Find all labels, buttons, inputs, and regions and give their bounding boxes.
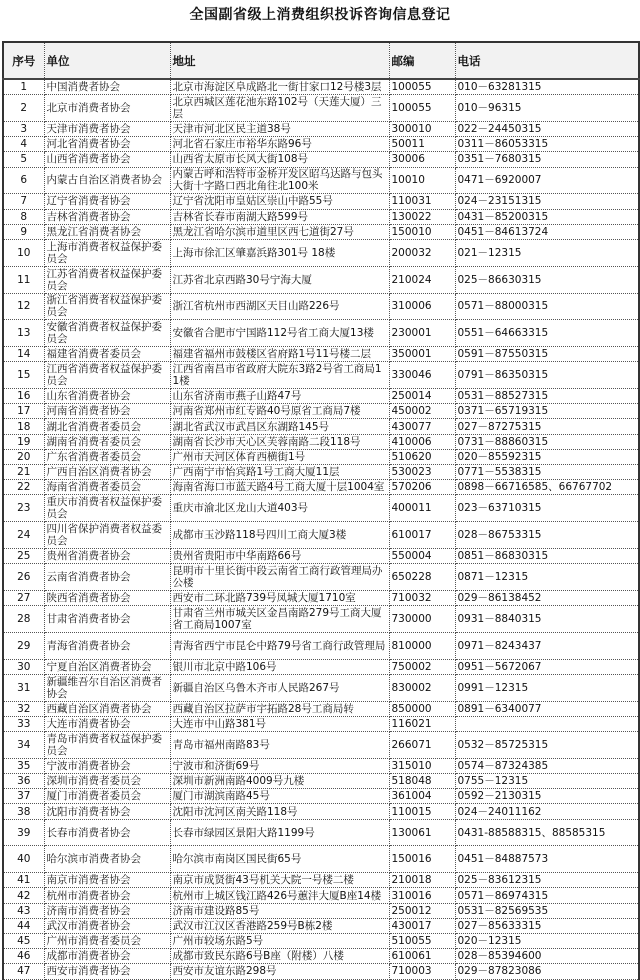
cell-phone: 010－63281315 [455,79,639,95]
cell-seq: 18 [3,419,44,434]
cell-seq: 4 [3,137,44,152]
cell-phone: 0571－88000315 [455,293,639,320]
table-row [3,564,639,591]
cell-phone: 024－23151315 [455,194,639,209]
cell-zip: 610017 [389,522,455,549]
cell-phone: 029－87823086 [455,964,639,979]
cell-phone: 027－85633315 [455,918,639,933]
cell-seq: 43 [3,903,44,918]
cell-seq: 16 [3,389,44,404]
cell-unit: 宁夏自治区消费者协会 [44,659,170,674]
cell-zip: 750002 [389,659,455,674]
cell-seq: 32 [3,701,44,716]
table-row [3,888,639,903]
cell-phone: 025－86630315 [455,266,639,293]
cell-zip: 710032 [389,590,455,605]
cell-zip: 200032 [389,239,455,266]
cell-unit: 内蒙古自治区消费者协会 [44,167,170,194]
table-row [3,918,639,933]
table-row [3,659,639,674]
table-row [3,79,639,95]
cell-zip: 130022 [389,209,455,224]
cell-unit: 大连市消费者协会 [44,716,170,731]
cell-address: 广州市较场东路5号 [170,934,389,949]
cell-address: 海南省海口市蓝天路4号工商大厦十层1004室 [170,480,389,495]
cell-phone: 0791－86350315 [455,362,639,389]
cell-phone: 0431－85200315 [455,209,639,224]
table-row [3,732,639,759]
table-row [3,789,639,804]
cell-zip: 130061 [389,819,455,846]
cell-unit: 广州市消费者委员会 [44,934,170,949]
cell-seq: 44 [3,918,44,933]
cell-unit: 宁波市消费者协会 [44,758,170,773]
cell-phone: 0451－84613724 [455,224,639,239]
cell-seq: 27 [3,590,44,605]
cell-seq: 39 [3,819,44,846]
cell-address: 上海市徐汇区肇嘉浜路301号 18楼 [170,239,389,266]
cell-seq: 2 [3,95,44,122]
cell-seq: 38 [3,804,44,819]
cell-address: 内蒙古呼和浩特市金桥开发区昭乌达路与包头大街十字路口西北角往北100米 [170,167,389,194]
cell-address: 山西省太原市长风大街108号 [170,152,389,167]
cell-zip: 315010 [389,758,455,773]
cell-phone: 0371－65719315 [455,404,639,419]
cell-phone: 0771－5538315 [455,465,639,480]
cell-phone: 025－83612315 [455,873,639,888]
cell-zip: 100055 [389,79,455,95]
cell-seq: 40 [3,846,44,873]
cell-seq: 23 [3,495,44,522]
cell-address: 广州市天河区体育西横街1号 [170,449,389,464]
cell-unit: 陕西省消费者协会 [44,590,170,605]
cell-unit: 上海市消费者权益保护委员会 [44,239,170,266]
cell-address: 西安市友谊东路298号 [170,964,389,979]
cell-address: 辽宁省沈阳市皇姑区崇山中路55号 [170,194,389,209]
cell-unit: 四川省保护消费者权益委员会 [44,522,170,549]
table-row [3,819,639,846]
cell-address: 江西省南昌市省政府大院东3路2号省工商局11楼 [170,362,389,389]
cell-phone: 0531－88527315 [455,389,639,404]
cell-phone: 028－86753315 [455,522,639,549]
cell-zip: 50011 [389,137,455,152]
cell-seq: 26 [3,564,44,591]
cell-zip: 361004 [389,789,455,804]
cell-zip: 110015 [389,804,455,819]
cell-seq: 20 [3,449,44,464]
cell-unit: 成都市消费者协会 [44,949,170,964]
table-row [3,320,639,347]
cell-seq: 7 [3,194,44,209]
cell-seq: 31 [3,674,44,701]
cell-unit: 青海省消费者协会 [44,632,170,659]
table-row [3,419,639,434]
header-address: 地址 [170,42,389,79]
cell-unit: 安徽省消费者权益保护委员会 [44,320,170,347]
page-title: 全国副省级上消费组织投诉咨询信息登记 [189,7,451,23]
cell-zip: 810000 [389,632,455,659]
cell-address: 成都市致民东路6号B座（附楼）八楼 [170,949,389,964]
cell-zip: 10010 [389,167,455,194]
cell-unit: 深圳市消费者委员会 [44,774,170,789]
cell-zip: 266071 [389,732,455,759]
cell-unit: 云南省消费者协会 [44,564,170,591]
cell-phone: 0931－8840315 [455,606,639,633]
table-row [3,903,639,918]
cell-phone: 028－85394600 [455,949,639,964]
cell-unit: 贵州省消费者协会 [44,548,170,563]
cell-unit: 哈尔滨市消费者协会 [44,846,170,873]
table-row [3,121,639,136]
cell-address: 天津市河北区民主道38号 [170,121,389,136]
cell-zip: 100055 [389,95,455,122]
cell-seq: 15 [3,362,44,389]
cell-unit: 山东省消费者协会 [44,389,170,404]
cell-zip: 510620 [389,449,455,464]
cell-seq: 12 [3,293,44,320]
cell-address: 济南市建设路85号 [170,903,389,918]
cell-zip: 710003 [389,964,455,979]
cell-address: 武汉市江汉区香港路259号B栋2楼 [170,918,389,933]
cell-unit: 浙江省消费者权益保护委员会 [44,293,170,320]
table-row [3,606,639,633]
table-row [3,404,639,419]
cell-address: 西藏自治区拉萨市宇拓路28号工商局转 [170,701,389,716]
header-unit: 单位 [44,42,170,79]
cell-zip: 230001 [389,320,455,347]
cell-phone: 020－12315 [455,934,639,949]
table-row [3,449,639,464]
cell-unit: 中国消费者协会 [44,79,170,95]
table-row [3,590,639,605]
cell-seq: 1 [3,79,44,95]
cell-unit: 河南省消费者协会 [44,404,170,419]
cell-seq: 24 [3,522,44,549]
cell-phone: 0591－87550315 [455,347,639,362]
cell-zip: 250012 [389,903,455,918]
cell-phone: 020－85592315 [455,449,639,464]
cell-seq: 30 [3,659,44,674]
cell-address: 浙江省杭州市西湖区天目山路226号 [170,293,389,320]
cell-phone: 0991－12315 [455,674,639,701]
cell-seq: 21 [3,465,44,480]
table-body [3,79,639,979]
cell-phone: 0871－12315 [455,564,639,591]
cell-address: 大连市中山路381号 [170,716,389,731]
cell-unit: 山西省消费者协会 [44,152,170,167]
cell-phone: 022－24450315 [455,121,639,136]
cell-unit: 广东省消费者委员会 [44,449,170,464]
cell-unit: 杭州市消费者协会 [44,888,170,903]
cell-zip: 410006 [389,434,455,449]
table-row [3,716,639,731]
cell-zip: 210018 [389,873,455,888]
cell-zip: 400011 [389,495,455,522]
cell-unit: 沈阳市消费者协会 [44,804,170,819]
cell-zip: 310006 [389,293,455,320]
cell-address: 青岛市福州南路83号 [170,732,389,759]
cell-seq: 45 [3,934,44,949]
cell-seq: 10 [3,239,44,266]
cell-unit: 济南市消费者协会 [44,903,170,918]
cell-phone: 021－12315 [455,239,639,266]
cell-address: 银川市北京中路106号 [170,659,389,674]
cell-seq: 42 [3,888,44,903]
table-row [3,347,639,362]
cell-phone: 0731－88860315 [455,434,639,449]
table-row [3,434,639,449]
cell-seq: 34 [3,732,44,759]
cell-zip: 116021 [389,716,455,731]
cell-unit: 新疆维吾尔自治区消费者协会 [44,674,170,701]
cell-address: 湖南省长沙市天心区芙蓉南路二段118号 [170,434,389,449]
cell-address: 甘肃省兰州市城关区金昌南路279号工商大厦省工商局1007室 [170,606,389,633]
cell-address: 长春市绿园区景阳大路1199号 [170,819,389,846]
cell-seq: 9 [3,224,44,239]
cell-address: 河南省郑州市红专路40号原省工商局7楼 [170,404,389,419]
table-row [3,934,639,949]
cell-address: 江苏省北京西路30号宁海大厦 [170,266,389,293]
cell-zip: 210024 [389,266,455,293]
table-row [3,949,639,964]
cell-zip: 650228 [389,564,455,591]
cell-phone: 0351－7680315 [455,152,639,167]
cell-phone: 0311－86053315 [455,137,639,152]
table-row [3,548,639,563]
table-row [3,224,639,239]
table-row [3,137,639,152]
cell-zip: 430017 [389,918,455,933]
header-phone: 电话 [455,42,639,79]
cell-zip: 300010 [389,121,455,136]
cell-zip: 430077 [389,419,455,434]
cell-seq: 8 [3,209,44,224]
cell-seq: 6 [3,167,44,194]
table-row [3,632,639,659]
cell-unit: 湖北省消费者委员会 [44,419,170,434]
cell-zip: 518048 [389,774,455,789]
table-row [3,964,639,979]
cell-zip: 350001 [389,347,455,362]
table-row [3,209,639,224]
header-zip: 邮编 [389,42,455,79]
cell-address: 湖北省武汉市武昌区东湖路145号 [170,419,389,434]
cell-unit: 甘肃省消费者协会 [44,606,170,633]
cell-seq: 35 [3,758,44,773]
cell-zip: 550004 [389,548,455,563]
table-row [3,495,639,522]
table-row [3,674,639,701]
cell-seq: 5 [3,152,44,167]
cell-seq: 36 [3,774,44,789]
cell-phone: 0971－8243437 [455,632,639,659]
cell-address: 北京西城区莲花池东路102号（天莲大厦）三层 [170,95,389,122]
cell-address: 厦门市湖滨南路45号 [170,789,389,804]
table-row [3,522,639,549]
cell-unit: 重庆市消费者权益保护委员会 [44,495,170,522]
table-row [3,239,639,266]
cell-address: 成都市玉沙路118号四川工商大厦3楼 [170,522,389,549]
cell-seq: 13 [3,320,44,347]
cell-seq: 28 [3,606,44,633]
cell-phone: 0851－86830315 [455,548,639,563]
cell-address: 重庆市渝北区龙山大道403号 [170,495,389,522]
cell-phone: 0891－6340077 [455,701,639,716]
cell-phone: 0571－86974315 [455,888,639,903]
table-header-row [3,42,639,79]
cell-phone: 0574－87324385 [455,758,639,773]
cell-phone [455,716,639,731]
cell-unit: 青岛市消费者权益保护委员会 [44,732,170,759]
table-row [3,266,639,293]
cell-zip: 110031 [389,194,455,209]
cell-unit: 福建省消费者委员会 [44,347,170,362]
cell-seq: 47 [3,964,44,979]
cell-address: 河北省石家庄市裕华东路96号 [170,137,389,152]
cell-unit: 广西自治区消费者协会 [44,465,170,480]
cell-seq: 11 [3,266,44,293]
table-row [3,362,639,389]
cell-zip: 730000 [389,606,455,633]
cell-phone: 0951－5672067 [455,659,639,674]
cell-unit: 江西省消费者权益保护委员会 [44,362,170,389]
cell-phone: 0532－85725315 [455,732,639,759]
cell-seq: 17 [3,404,44,419]
header-seq: 序号 [3,42,44,79]
cell-seq: 22 [3,480,44,495]
cell-seq: 41 [3,873,44,888]
cell-phone: 0471－6920007 [455,167,639,194]
cell-phone: 0592－2130315 [455,789,639,804]
table-row [3,758,639,773]
cell-unit: 辽宁省消费者协会 [44,194,170,209]
cell-address: 广西南宁市怡宾路1号工商大厦11层 [170,465,389,480]
cell-phone: 024－24011162 [455,804,639,819]
cell-unit: 北京市消费者协会 [44,95,170,122]
cell-seq: 3 [3,121,44,136]
cell-seq: 14 [3,347,44,362]
cell-address: 杭州市上城区钱江路426号蕙沣大厦B座14楼 [170,888,389,903]
cell-unit: 南京市消费者协会 [44,873,170,888]
cell-address: 青海省西宁市昆仑中路79号省工商行政管理局 [170,632,389,659]
cell-address: 宁波市和济街69号 [170,758,389,773]
cell-phone: 0451－84887573 [455,846,639,873]
cell-address: 哈尔滨市南岗区国民街65号 [170,846,389,873]
cell-seq: 19 [3,434,44,449]
cell-seq: 37 [3,789,44,804]
table-row [3,95,639,122]
table-row [3,152,639,167]
cell-unit: 海南省消费者委员会 [44,480,170,495]
cell-address: 沈阳市沈河区南关路118号 [170,804,389,819]
cell-address: 安徽省合肥市宁国路112号省工商大厦13楼 [170,320,389,347]
cell-address: 昆明市十里长街中段云南省工商行政管理局办公楼 [170,564,389,591]
cell-address: 西安市二环北路739号凤城大厦1710室 [170,590,389,605]
cell-phone: 0431-88588315、88585315 [455,819,639,846]
cell-phone: 010－96315 [455,95,639,122]
cell-unit: 西安市消费者协会 [44,964,170,979]
table-row [3,873,639,888]
cell-address: 南京市成贤街43号机关大院一号楼二楼 [170,873,389,888]
cell-seq: 46 [3,949,44,964]
cell-address: 新疆自治区乌鲁木齐市人民路267号 [170,674,389,701]
cell-zip: 150010 [389,224,455,239]
cell-address: 深圳市新洲南路4009号九楼 [170,774,389,789]
table-row [3,480,639,495]
cell-address: 吉林省长春市南湖大路599号 [170,209,389,224]
cell-zip: 830002 [389,674,455,701]
cell-zip: 450002 [389,404,455,419]
cell-zip: 150016 [389,846,455,873]
table-row [3,389,639,404]
cell-phone: 0755－12315 [455,774,639,789]
cell-zip: 570206 [389,480,455,495]
cell-address: 黑龙江省哈尔滨市道里区西七道街27号 [170,224,389,239]
cell-unit: 厦门市消费者委员会 [44,789,170,804]
cell-unit: 江苏省消费者权益保护委员会 [44,266,170,293]
cell-seq: 29 [3,632,44,659]
table-row [3,804,639,819]
cell-zip: 530023 [389,465,455,480]
cell-seq: 25 [3,548,44,563]
cell-unit: 武汉市消费者协会 [44,918,170,933]
table-row [3,167,639,194]
cell-unit: 河北省消费者协会 [44,137,170,152]
cell-unit: 黑龙江省消费者协会 [44,224,170,239]
cell-unit: 天津市消费者协会 [44,121,170,136]
cell-unit: 长春市消费者协会 [44,819,170,846]
table-row [3,774,639,789]
cell-unit: 西藏自治区消费者协会 [44,701,170,716]
table-row [3,701,639,716]
cell-address: 贵州省贵阳市中华南路66号 [170,548,389,563]
cell-zip: 610061 [389,949,455,964]
cell-address: 福建省福州市鼓楼区省府路1号11号楼二层 [170,347,389,362]
cell-phone: 0898－66716585、66767702 [455,480,639,495]
cell-phone: 023－63710315 [455,495,639,522]
cell-zip: 330046 [389,362,455,389]
table-row [3,194,639,209]
cell-zip: 30006 [389,152,455,167]
cell-address: 北京市海淀区阜成路北一街甘家口12号楼3层 [170,79,389,95]
table-row [3,293,639,320]
table-row [3,846,639,873]
cell-phone: 027－87275315 [455,419,639,434]
cell-address: 山东省济南市燕子山路47号 [170,389,389,404]
cell-zip: 510055 [389,934,455,949]
table-row [3,465,639,480]
cell-seq: 33 [3,716,44,731]
cell-unit: 吉林省消费者协会 [44,209,170,224]
cell-phone: 029－86138452 [455,590,639,605]
cell-unit: 湖南省消费者委员会 [44,434,170,449]
cell-zip: 250014 [389,389,455,404]
cell-zip: 850000 [389,701,455,716]
cell-zip: 310016 [389,888,455,903]
cell-phone: 0551－64663315 [455,320,639,347]
complaint-info-table [2,41,640,980]
cell-phone: 0531－82569535 [455,903,639,918]
